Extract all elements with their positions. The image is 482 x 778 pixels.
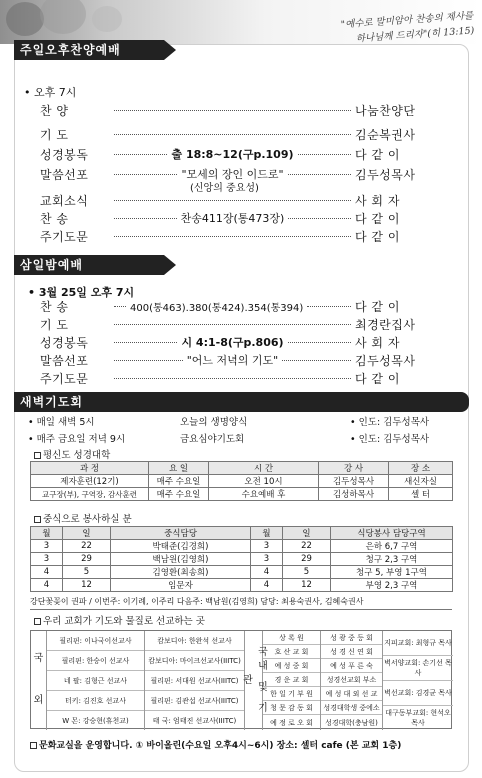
table-row: 4 5 김영환(최송희) 4 5 청구 5, 부영 1구역 <box>31 566 453 579</box>
study-table <box>30 461 453 501</box>
sermon-subtitle: (신앙의 중요성) <box>190 183 259 194</box>
culture-class-note: 문화교실을 운영합니다. ① 바이올린(수요일 오후4시~6시) 장소: 셀터 cafe (본 교회 1층) <box>30 738 401 751</box>
sermon-title: "모세의 장인 이드로" <box>181 168 284 181</box>
order-value: 나눔찬양단 <box>355 103 416 118</box>
table-row: 제자훈련(12기) 매주 수요일 오전 10시 김두성목사 새신자실 <box>31 475 453 488</box>
flower-note: 강단꽃꽂이 권파 / 이번주: 이기례, 이주리 다음주: 백남원(김영희) 담당: 최용숙권사, 김혜숙권사 <box>30 596 452 610</box>
order-label: 찬 양 <box>40 103 69 118</box>
table-row: 4 12 임문자 4 12 부영 2,3 구역 <box>31 579 453 592</box>
missions-grid: 국 외 필리핀: 이나국이선교사 필리핀: 한승이 선교사 네 팔: 김형근 선교사 터키: 김진호 선교사 W 몬: 강승현(휴천교) 캄보디아: 한완석 선교사 캄보디아: 마이크선교사(IIITC) 필리핀: 서대원 선교사(IIITC) 필리핀: 김관섭 선교사(IIITC) 태 국: 엄태진 선교사(IIITC) 국내 및 기관 상 록 원 호 산 교 회 예 성 중 회 경 운 교 회 한 일 기 부 원 청 문 감 동 회 예 정 로 오 회 성 광 중 등 회 성 경 신 연 회 예 성 푸 른 숙 성경선교회 부소 예 성 대 외 선 교 성경대학생 중에소 성경대학(충남원) 지피교회: 최형규 목사 벽서양교회: 손기선 목사 벽선교회: 김경균 목사 대구동부교회: 현석오 목사 <box>30 630 452 729</box>
friday-leader: • 인도: 김두성목사 <box>350 434 430 445</box>
scripture-ref: 출 18:8~12(구p.109) <box>171 148 294 161</box>
service-title: 중식으로 봉사하실 분 <box>34 511 132 525</box>
order-row <box>40 102 435 118</box>
order-row: 주기도문 다 같 이 <box>40 229 400 244</box>
checkbox-square-icon <box>34 618 41 625</box>
checkbox-square-icon <box>34 516 41 523</box>
sunday-worship-title: 주일오후찬양예배 <box>14 40 164 60</box>
table-header: 과 정 요 일 시 간 강 사 장 소 <box>31 462 453 475</box>
friday-time: • 매주 금요일 저녁 9시 <box>28 434 126 445</box>
order-row: 찬 송 400(통463).380(통424).354(통394) 다 같 이 <box>40 299 400 314</box>
order-row: 기 도 김순복권사 <box>40 127 416 142</box>
friday-program: 금요심야기도회 <box>180 434 245 445</box>
sunday-time: • 오후 7시 <box>24 86 77 99</box>
table-row: 3 22 박태준(김경희) 3 22 은하 6,7 구역 <box>31 540 453 553</box>
study-title: 평신도 성경대학 <box>34 447 110 461</box>
checkbox-square-icon <box>30 742 37 749</box>
order-row: 주기도문 다 같 이 <box>40 371 400 386</box>
dawn-prayer-title: 새벽기도회 <box>14 392 469 412</box>
hymn-number: 찬송411장(통473장) <box>180 212 285 225</box>
missions-title: 우리 교회가 기도와 물질로 선교하는 곳 <box>34 613 205 627</box>
order-row: 성경봉독 시 4:1-8(구p.806) 사 회 자 <box>40 335 400 350</box>
table-row: 3 29 백남원(김영희) 3 29 청구 2,3 구역 <box>31 553 453 566</box>
dawn-program: 오늘의 생명양식 <box>180 417 248 428</box>
order-row: 말씀선포 "어느 저녁의 기도" 김두성목사 <box>40 353 416 368</box>
hymn-numbers: 400(통463).380(통424).354(통394) <box>130 302 304 314</box>
order-row: 교회소식 사 회 자 <box>40 193 400 208</box>
order-row: 찬 송 찬송411장(통473장) 다 같 이 <box>40 211 400 226</box>
dawn-time: • 매일 새벽 5시 <box>28 417 95 428</box>
leaf-shape <box>40 0 86 34</box>
checkbox-square-icon <box>34 452 41 459</box>
leaf-shape <box>92 6 122 32</box>
wednesday-time: • 3월 25일 오후 7시 <box>28 286 135 299</box>
scripture-ref: 시 4:1-8(구p.806) <box>181 336 284 349</box>
order-row: 말씀선포 "모세의 장인 이드로" 김두성목사 <box>40 167 416 182</box>
order-row: 성경봉독 출 18:8~12(구p.109) 다 같 이 <box>40 147 400 162</box>
leaf-shape <box>6 2 44 36</box>
table-header: 월 일 중식담당 월 일 식당봉사 담당구역 <box>31 527 453 540</box>
table-row: 교구장(부), 구역장, 감사훈련 매주 수요일 수요예배 후 김성하목사 셀 터 <box>31 488 453 501</box>
service-table <box>30 526 453 592</box>
sermon-title: "어느 저녁의 기도" <box>186 354 279 367</box>
dawn-leader: • 인도: 김두성목사 <box>350 417 430 428</box>
scripture-quote: "예수로 말미암아 찬송의 제사를 하나님께 드리자"(히 13:15) <box>340 10 475 45</box>
wednesday-worship-title: 삼일밤예배 <box>14 255 164 275</box>
order-row: 기 도 최경란집사 <box>40 317 416 332</box>
